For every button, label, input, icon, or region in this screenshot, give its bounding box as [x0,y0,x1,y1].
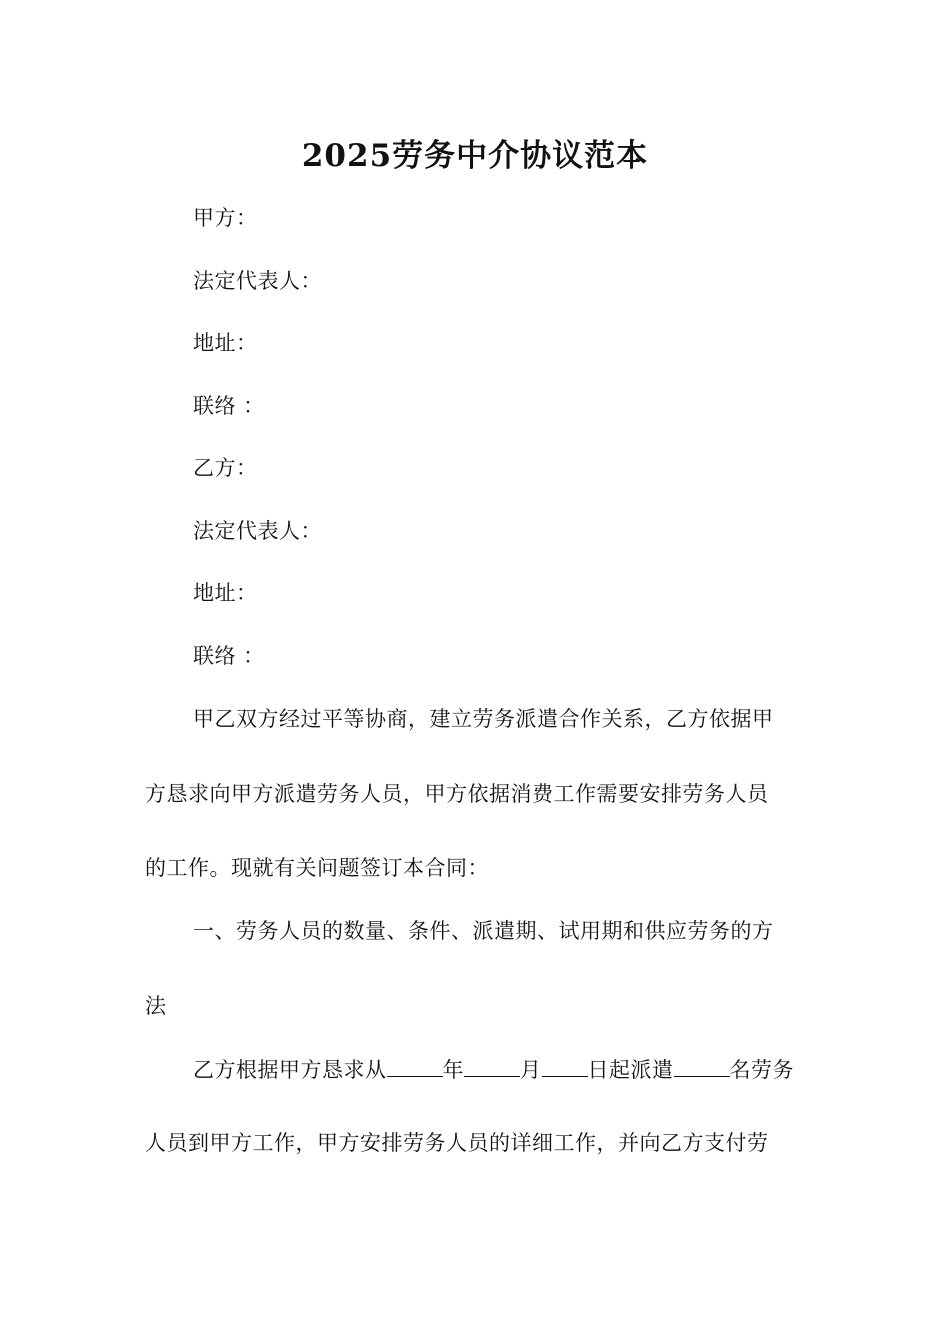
text-segment: 日起派遣 [587,1058,674,1082]
intro-line-1: 甲乙双方经过平等协商，建立劳务派遣合作关系，乙方依据甲 [193,707,774,731]
day-blank[interactable] [542,1058,588,1077]
party-a-rep: 法定代表人： [193,269,322,293]
text-segment: 月 [520,1058,542,1082]
text-segment: 名劳务 [729,1058,794,1082]
text-segment: 乙方根据甲方恳求从 [193,1058,387,1082]
intro-line-3: 的工作。现就有关问题签订本合同： [145,856,489,880]
intro-line-2: 方恳求向甲方派遣劳务人员，甲方依据消费工作需要安排劳务人员 [145,782,769,806]
section-1-paragraph-line-1 [193,1058,794,1081]
section-1-heading-cont: 法 [145,994,167,1018]
party-b-rep: 法定代表人： [193,519,322,543]
section-1-paragraph-line-2: 人员到甲方工作，甲方安排劳务人员的详细工作，并向乙方支付劳 [145,1131,769,1155]
section-1-heading: 一、劳务人员的数量、条件、派遣期、试用期和供应劳务的方 [193,919,774,943]
party-b-address: 地址： [193,581,258,605]
text-segment: 年 [442,1058,464,1082]
party-a-contact: 联络 ： [193,394,265,418]
document-title: 2025劳务中介协议范本 [301,138,649,174]
count-blank[interactable] [674,1058,730,1077]
party-a-label: 甲方： [193,206,258,230]
party-a-address: 地址： [193,331,258,355]
month-blank[interactable] [464,1058,520,1077]
party-b-contact: 联络 ： [193,644,265,668]
year-blank[interactable] [387,1058,443,1077]
party-b-label: 乙方： [193,456,258,480]
